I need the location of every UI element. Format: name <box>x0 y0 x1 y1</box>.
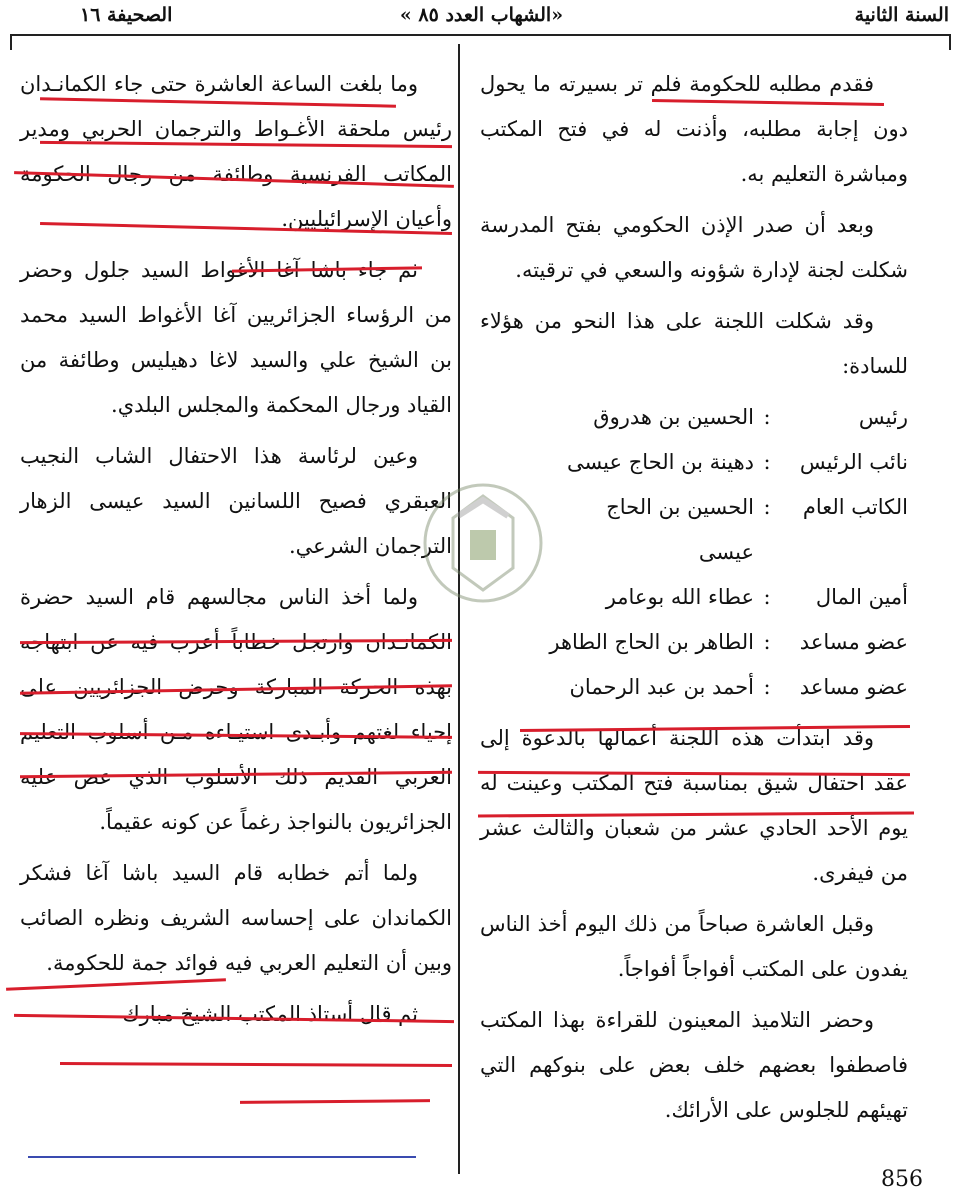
member-colon: : <box>763 630 771 654</box>
paragraph: ولما أخذ الناس مجالسهم قام السيد حضرة الكمانـدان وارتجل خطاباً أعرب فيه عن ابتهاجه بهذه الحركة المباركة وحرض الجزائريين على إحياء لغتهم وأبـدى استيـاءه مـن أسلوب التعليم العربي القديم ذلك الأسلوب الذي عض عليه الجزائريون بالنواجذ رغماً عن كونه عقيماً. <box>20 585 452 834</box>
member-colon: : <box>763 585 771 609</box>
left-column <box>20 62 452 1043</box>
column-divider <box>458 44 460 1174</box>
member-role: نائب الرئيس <box>799 450 908 474</box>
member-role: أمين المال <box>815 585 908 609</box>
paragraph: فقدم مطلبه للحكومة فلم تر بسيرته ما يحول دون إجابة مطلبه، وأذنت له في فتح المكتب ومباشرة التعليم به. <box>480 72 908 186</box>
header-magazine-issue: «الشهاب العدد ٨٥ » <box>399 4 564 26</box>
library-watermark-stamp <box>418 478 548 608</box>
paragraph: وحضر التلاميذ المعينون للقراءة بهذا المكتب فاصطفوا بعضهم خلف بعض على بنوكهم التي تهيئهم للجلوس على الأرائك. <box>480 1008 908 1122</box>
member-role: عضو مساعد <box>799 630 908 654</box>
member-name: أحمد بن عبد الرحمان <box>569 675 754 699</box>
paragraph: وبعد أن صدر الإذن الحكومي بفتح المدرسة شكلت لجنة لإدارة شؤونه والسعي في ترقيته. <box>480 213 908 282</box>
paragraph: وقبل العاشرة صباحاً من ذلك اليوم أخذ الناس يفدون على المكتب أفواجاً أفواجاً. <box>480 912 908 981</box>
paragraph: وما بلغت الساعة العاشرة حتى جاء الكمانـدان رئيس ملحقة الأغـواط والترجمان الحربي ومدير المكاتب الفرنسية وطائفة من رجال الحكومة وأعيان الإسرائيليين. <box>20 72 452 231</box>
member-colon: : <box>763 495 771 519</box>
member-name: الطاهر بن الحاج الطاهر <box>549 630 754 654</box>
underline-mark <box>60 1062 452 1067</box>
paragraph: وعين لرئاسة هذا الاحتفال الشاب النجيب العبقري فصيح اللسانين السيد عيسى الزهار الترجمان الشرعي. <box>20 444 452 558</box>
member-role: الكاتب العام <box>802 495 908 519</box>
member-colon: : <box>763 450 771 474</box>
member-role: رئيس <box>858 405 908 429</box>
member-colon: : <box>763 405 771 429</box>
header-rule-left-tick <box>10 34 12 50</box>
page-number: 856 <box>881 1167 923 1192</box>
underline-mark-blue <box>28 1156 416 1158</box>
member-role: عضو مساعد <box>799 675 908 699</box>
member-name: عطاء الله بوعامر <box>605 585 754 609</box>
member-row <box>480 395 908 440</box>
paragraph: وقد شكلت اللجنة على هذا النحو من هؤلاء للسادة: <box>480 309 908 378</box>
member-name: دهينة بن الحاج عيسى <box>566 450 754 474</box>
header-rule-right-tick <box>949 34 951 50</box>
paragraph: ثم جاء باشا آغا الأغواط السيد جلول وحضر من الرؤساء الجزائريين آغا الأغواط السيد محمد بن الشيخ علي والسيد لاغا دهيليس وطائفة من القياد ورجال المحكمة والمجلس البلدي. <box>20 258 452 417</box>
header-year: السنة الثانية <box>854 4 949 26</box>
header-rule <box>10 34 951 36</box>
member-row <box>480 665 908 710</box>
paragraph: ولما أتم خطابه قام السيد باشا آغا فشكر الكماندان على إحساسه الشريف ونظره الصائب وبين أن التعليم العربي فيه فوائد جمة للحكومة. <box>20 861 452 975</box>
paragraph: وقد ابتدأت هذه اللجنة أعمالها بالدعوة إلى عقد احتفال شيق بمناسبة فتح المكتب وعينت له يوم الأحد الحادي عشر من شعبان والثالث عشر من فيفرى. <box>480 726 908 885</box>
paragraph: ثم قال أستاذ المكتب الشيخ مبارك <box>122 1002 418 1026</box>
header-page-label: الصحيفة ١٦ <box>80 4 173 26</box>
member-colon: : <box>763 675 771 699</box>
member-name: عيسى <box>698 540 754 564</box>
member-row <box>480 620 908 665</box>
underline-mark <box>240 1099 430 1104</box>
member-name: الحسين بن هدروق <box>593 405 754 429</box>
member-name: الحسين بن الحاج <box>606 495 754 519</box>
